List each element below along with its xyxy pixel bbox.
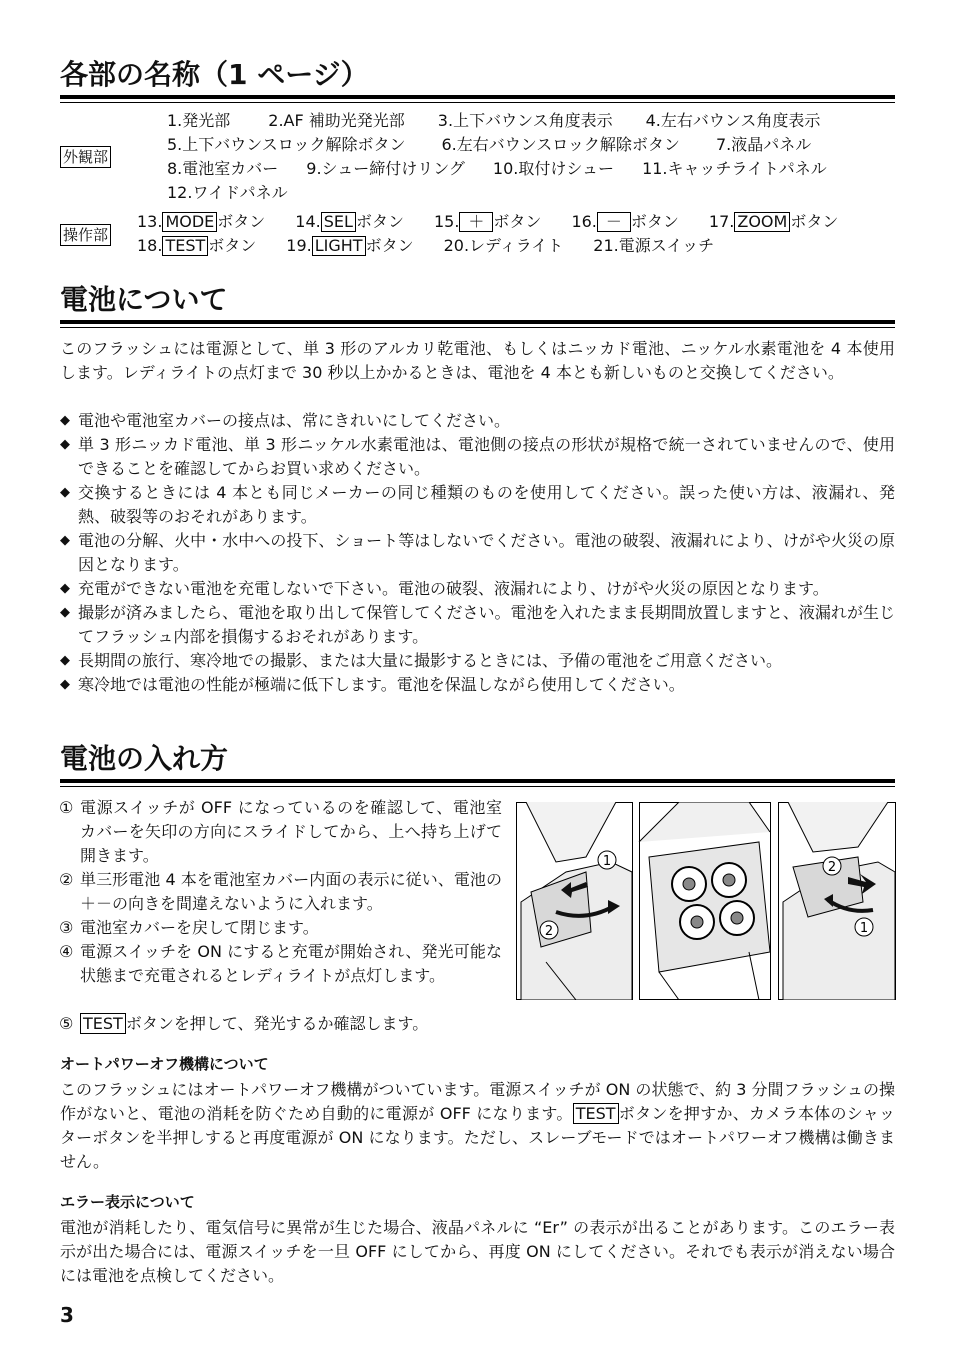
part-item: 13. MODE ボタン [137,212,266,231]
bullet-diamond-icon: ◆ [60,653,70,668]
step-number: ② [59,870,74,889]
part-item: 7.液晶パネル [715,135,812,154]
battery-notes-list [60,409,895,697]
battery-note: ◆ 寒冷地では電池の性能が極端に低下します。電池を保温しながら使用してください。 [60,673,895,697]
part-item: 3.上下バウンス角度表示 [437,111,613,130]
test-key: TEST [80,1013,126,1034]
part-item: 9.シュー締付けリング [306,159,465,178]
illustration-open-cover [517,802,633,1000]
step-text: ボタンを押して、発光するか確認します。 [125,1014,429,1033]
battery-note: ◆ 充電ができない電池を充電しないで下さい。電池の破裂、液漏れにより、けがや火災の原因となります。 [60,577,895,601]
part-item: 21.電源スイッチ [593,236,715,255]
battery-note: ◆ 長期間の旅行、寒冷地での撮影、または大量に撮影するときには、予備の電池をご用意ください。 [60,649,895,673]
insert-step: ② 単三形電池 4 本を電池室カバー内面の表示に従い、電池の＋－の向きを間違えないように入れます。 [59,870,502,913]
parts-heading: 各部の名称（1 ページ） [60,58,369,91]
button-key-label: ＋ [459,212,493,232]
battery-note: ◆ 電池や電池室カバーの接点は、常にきれいにしてください。 [60,409,895,433]
error-heading: エラー表示について [60,1193,195,1211]
exterior-line [137,158,827,180]
button-key-label: LIGHT [312,236,366,256]
part-item: 1.発光部 [167,111,231,130]
figure-label-1: 1 [602,854,612,869]
bullet-diamond-icon: ◆ [60,677,70,692]
part-item: 18. TEST ボタン [137,236,257,255]
insert-heading-rule [60,779,895,783]
illustration-batteries [639,802,771,1000]
exterior-label: 外観部 [60,146,111,168]
part-item: 4.左右バウンス角度表示 [645,111,821,130]
button-key-label: ZOOM [734,212,790,232]
battery-insertion-illustrations [516,802,896,1000]
test-key: TEST [573,1103,619,1124]
part-item: 16. － ボタン [571,212,679,231]
step-number: ① [59,798,74,817]
part-item: 6.左右バウンスロック解除ボタン [441,135,680,154]
part-item: 10.取付けシュー [492,159,615,178]
error-text: 電池が消耗したり、電気信号に異常が生じた場合、液晶パネルに “Er” の表示が出ることがあります。このエラー表示が出た場合には、電源スイッチを一旦 OFF にしてから、再度 ON にしてください。それでも表示が消えない場合には電池を点検してください。 [60,1218,895,1285]
insert-step: ③ 電池室カバーを戻して閉じます。 [60,916,502,940]
bullet-diamond-icon: ◆ [60,437,70,452]
page-number: 3 [60,1303,74,1327]
button-key-label: MODE [162,212,217,232]
parts-heading-rule [60,95,895,99]
illustration-close-cover [779,802,896,1000]
auto-power-text-1: このフラッシュにはオートパワーオフ機構がついています。電源スイッチが ON の状態で、約 3 分間フラッシュの操作がないと、電池の消耗を防ぐため自動的に電源が OFF になります。 [60,1080,895,1123]
step-number: ⑤ [59,1014,74,1033]
part-item: 11.キャッチライトパネル [642,159,827,178]
operation-line [137,235,714,257]
figure-label-1b: 1 [859,921,869,936]
battery-note: ◆ 電池の分解、火中・水中への投下、ショート等はしないでください。電池の破裂、液漏れにより、けがや火災の原因となります。 [60,531,895,574]
bullet-diamond-icon: ◆ [60,413,70,428]
battery-note: ◆ 交換するときには 4 本とも同じメーカーの同じ種類のものを使用してください。誤った使い方は、液漏れ、発熱、破裂等のおそれがあります。 [60,483,895,526]
operation-label: 操作部 [60,224,111,246]
battery-heading: 電池について [60,283,228,316]
part-item: 20.レディライト [443,236,564,255]
bullet-diamond-icon: ◆ [60,533,70,548]
part-item: 5.上下バウンスロック解除ボタン [167,135,406,154]
step-number: ④ [59,942,74,961]
part-item: 15. ＋ ボタン [433,212,542,231]
part-item: 19. LIGHT ボタン [286,236,414,255]
part-item: 12.ワイドパネル [167,183,288,202]
insert-step: ① 電源スイッチが OFF になっているのを確認して、電池室カバーを矢印の方向にスライドしてから、上へ持ち上げて開きます。 [59,798,502,865]
auto-power-text-2: ボタンを押すか、カメラ本体のシャッターボタンを半押しすると再度電源が ON になります。ただし、スレーブモードではオートパワーオフ機構は働きません。 [60,1104,895,1171]
insert-step: ④ 電源スイッチを ON にすると充電が開始され、発光可能な状態まで充電されるとレディライトが点灯します。 [59,942,502,985]
battery-note: ◆ 単 3 形ニッカド電池、単 3 形ニッケル水素電池は、電池側の接点の形状が規格で統一されていませんので、使用できることを確認してからお買い求めください。 [60,435,895,478]
figure-label-2b: 2 [827,860,837,875]
battery-note: ◆ 撮影が済みましたら、電池を取り出して保管してください。電池を入れたまま長期間放置しますと、液漏れが生じてフラッシュ内部を損傷するおそれがあります。 [60,603,895,646]
button-key-label: TEST [162,236,208,256]
insert-heading: 電池の入れ方 [60,742,229,775]
button-key-label: SEL [321,212,356,232]
exterior-line [137,134,811,156]
part-item: 14. SEL ボタン [295,212,404,231]
bullet-diamond-icon: ◆ [60,485,70,500]
exterior-line [137,182,288,204]
auto-power-heading: オートパワーオフ機構について [60,1055,269,1073]
battery-heading-rule [60,320,895,324]
part-item: 2.AF 補助光発光部 [268,111,405,130]
operation-line [137,211,838,233]
bullet-diamond-icon: ◆ [60,581,70,596]
figure-label-2: 2 [544,924,554,939]
insert-steps-list [60,796,502,988]
auto-power-text [60,1078,895,1174]
battery-intro: このフラッシュには電源として、単 3 形のアルカリ乾電池、もしくはニッカド電池、ニッケル水素電池を 4 本使用します。レディライトの点灯まで 30 秒以上かかるときは、電池を 4 本とも新しいものと交換してください。 [60,339,895,382]
bullet-diamond-icon: ◆ [60,605,70,620]
button-key-label: － [597,212,631,232]
step-number: ③ [59,918,74,937]
exterior-line [137,110,820,132]
part-item: 17. ZOOM ボタン [708,212,839,231]
part-item: 8.電池室カバー [167,159,279,178]
step-5 [60,1012,502,1036]
